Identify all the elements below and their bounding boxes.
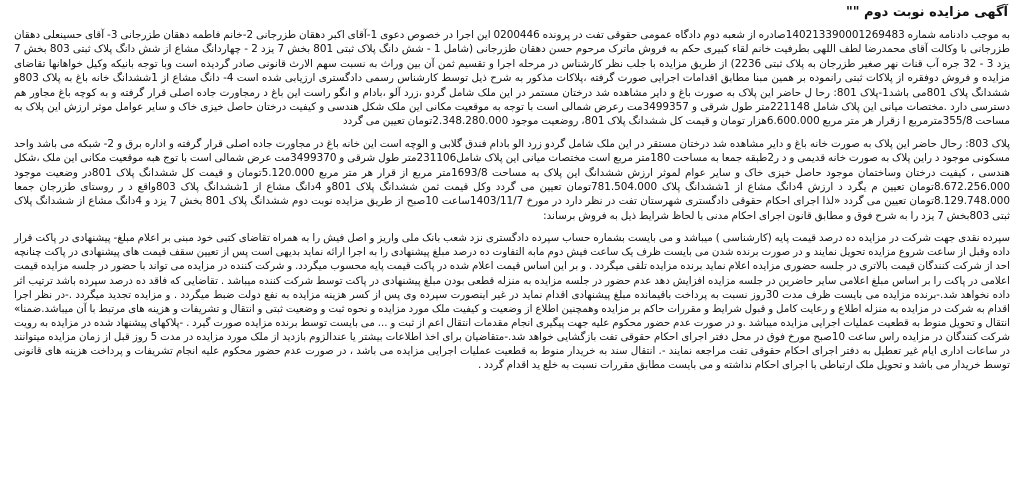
notice-paragraph-ruling-and-plot-801: به موجب دادنامه شماره 140213390001269483صادره از شعبه دوم دادگاه عمومی حقوقی تفت در پرونده 0200446 این اجرا در خصوص دعوی 1-آقای اکبر دهقان طزرجانی 2-خانم فاطمه دهقان طزرجانی 3- آقای حسینعلی دهقان طزرجانی با وکالت آقای محمدرضا لطف اللهی بطرفیت خانم لقاء کبیری حکم به فروش ماترک مرحوم حسن دهقان طزرجانی (شامل 1 - شش دانگ پلاک ثبتی 801 بخش 7 یزد 2 - چهاردانگ مشاع از شش دانگ پلاک ثبتی 803 بخش 7 یزد 3 - 32 جره آب قنات نهر صغیر طزرجان به پلاک ثبتی 2236) از طریق مزایده با جلب نظر کارشناس در مرحله اجرا و تقسیم ثمن آن بین وراث به نسبت سهم الارث قانونی صادر گردیده است وبا توجه بانیکه وکیل خواهانها تقاضای مزایده و فروش دوفقره از پلاکات ثبتی رانموده بر همین مبنا مطابق اقدامات اجرایی صورت گرفته ،پلاکات مذکور به شرح ذیل توسط کارشناس رسمی دادگستری ارزیابی شده است 4- دانگ مشاع از 1ششدانگ خانه باغ به پلاک 803و ششدانگ پلاک 801می باشد1-پلاک 801: رحا ل حاضر این پلاک به صورت باغ و دایر مشاهده شد درختان مستمر در این ملک شامل گردو ،زرد آلو ،بادام و انگو راست این باغ د رمجاورت جاده اصلی قرار گرفته و به کوچه باغ مجاور هم دسترسی دارد .مختصات میانی این پلاک شامل 221148متر طول شرقی و 3499357مت رعرض شمالی است با توجه به موقعیت مکانی این ملک شکل هندسی و کیفیت درختان حاصل خیزی خاک و سایر عوامل موثر ارزش این پلاک به مساحت 355/8مترمربع ا زقرار هر متر مربع 6.600.000هزار تومان و قیمت کل ششدانگ پلاک 801، روضعیت موجود 2.348.280.000تومان تعیین می گردد [14,29,1011,128]
notice-paragraph-plot-803-and-auction-date: پلاک 803: رحال حاضر این پلاک به صورت خانه باغ و دایر مشاهده شد درختان مستقر در این ملک شامل گردو زرد الو بادام فندق گلابی و الوچه است این خانه باغ در مجاورت جاده اصلی قرار گرفته و اداره برق و 2- شبکه می باشد واحد مسکونی موجود د راین پلاک به صورت خانه قدیمی و د ر2طبقه جمعا به مساحت 180متر مربع است مختصات میانی این پلاک شامل231106متر طول شرقی و 3499370مت عرض شمالی است با توج هبه موقعیت مکانی این ملک ،شکل هندسی ، کیفیت درختان وساختمان موجود حاصل خیزی خاک و سایر عوام لموثر ارزش ششدانگ این پلاک به مساحت 1693/8متر مربع از قرار هر متر مربع 5.120.000تومان و قیمت کل ششدانگ پلاک 801در وضعیت موجود 8.672.256.000تومان تعیین م یگرد د ارزش 4دانگ مشاع از 1ششدانگ پلاک 781.504.000تومان تعیین می گردد وکل قیمت ثمن ششدانگ پلاک 801و 4دانگ مشاع از 1ششدانگ پلاک 803واقع د ر روستای طزرجان جمعا 8.129.748.000تومان تعیین می گردد «لذا اجرای احکام حقوقی دادگستری شهرستان تفت در نظر دارد در مورخ 1403/11/7ساعت 10صبح از طریق مزایده نوبت دوم ششدانگ پلاک 801 بخش 7 یزد و 4دانگ مشاع از ششدانگ پلاک ثبتی 803بخش 7 یزد را به شرح فوق و مطابق قانون اجرای احکام مدنی با لحاظ شرایط ذیل به فروش برساند: [14,137,1011,222]
notice-title: آگهی مزایده نوبت دوم "" [845,5,1008,20]
notice-paragraph-auction-conditions: سپرده نقدی جهت شرکت در مزایده ده درصد قیمت پایه (کارشناسی ) میباشد و می بایست بشماره حساب سپرده دادگستری نزد شعب بانک ملی واریز و اصل فیش را به همراه تقاضای کتبی خود مبنی بر اعلام مبلغ- پیشنهادی در پاکت قرار داده وقبل از ساعت شروع مزایده تحویل نمایند و در صورت برنده شدن می بایست ظرف یک ساعت فیش دوم مابه التفاوت ده درصد مبلغ پیشنهادی را به اجرا ارائه نماید بدیهی است پس از تعیین سقف قیمت های پیشنهادی در پاکت چنانچه احد از شرکت کنندگان قیمت بالاتری در جلسه حضوری مزایده اعلام نماید برنده مزایده تلقی میگردد . و بر این اساس قیمت اعلام شده در پاکت قیمت پایه محسوب میگردد. و شرکت کننده در مزایده می تواند با حضور در جلسه مزایده قیمت اعلامی در پاکت را بر اساس مبلغ اعلامی سایر حاضرین در جلسه مزایده افزایش دهد عدم حضور در جلسه مزایده به منزله قطعی بودن مبلغ پیشنهادی در پاکت توسط شرکت کننده میباشد . تقاضایی که فاقد ده درصد سپرده باشد ترتیب اثر داده نخواهد شد.-برنده مزایده می بایست ظرف مدت 30روز نسبت به پرداخت باقیمانده مبلغ پیشنهادی اقدام نماید در غیر اینصورت سپرده وی پس از کسر هزینه مزایده به نفع دولت ضبط میگردد . و مزایده تجدید میگردد .-در نظر اجرا اقدام به شرکت در مزایده به منزله اطلاع و رعایت کامل و قبول شرایط و مقررات حاکم بر مزایده وهمچنین اطلاع از وضعیت و کیفیت ملک مورد مزایده و نحوه ثبت و وضعیت ثبتی و انتقال و تشریفات و هزینه های مرتبط با آن میباشد.ضمنا» انتقال و تحویل منوط به قطعیت عملیات اجرایی مزایده میباشد .و در صورت عدم حضور محکوم علیه جهت پیگیری انجام مقدمات انتقال اعم از ثبت و ... می بایست توسط برنده مزایده صورت گیرد . -پلاکهای پیشنهاد شده در مزایده به رویت شرکت کنندگان در مزایده راس ساعت 10صبح مورخ فوق در محل دفتر اجرای احکام حقوقی تفت بازگشایی خواهد شد.-متقاضیان برای اخذ اطلاعات بیشتر یا عندالزوم بازدید از ملک مورد مزایده در مدت 5 روز قبل از زمان مزایده میتوانند در ساعات اداری ایام غیر تعطیل به دفتر اجرای احکام حقوقی تفت مراجعه نمایند -. انتقال سند به خریدار منوط به قطعیت عملیات اجرایی مزایده می باشد ، در صورت عدم حضور محکوم علیه انجام تشریفات و پرداخت هزینه های قانونی توسط خریدار می باشد و تحویل ملک ارتباطی با اجرای احکام نداشته و می بایست مطابق مقررات نسبت به خلع ید اقدام گردد . [14,232,1010,372]
